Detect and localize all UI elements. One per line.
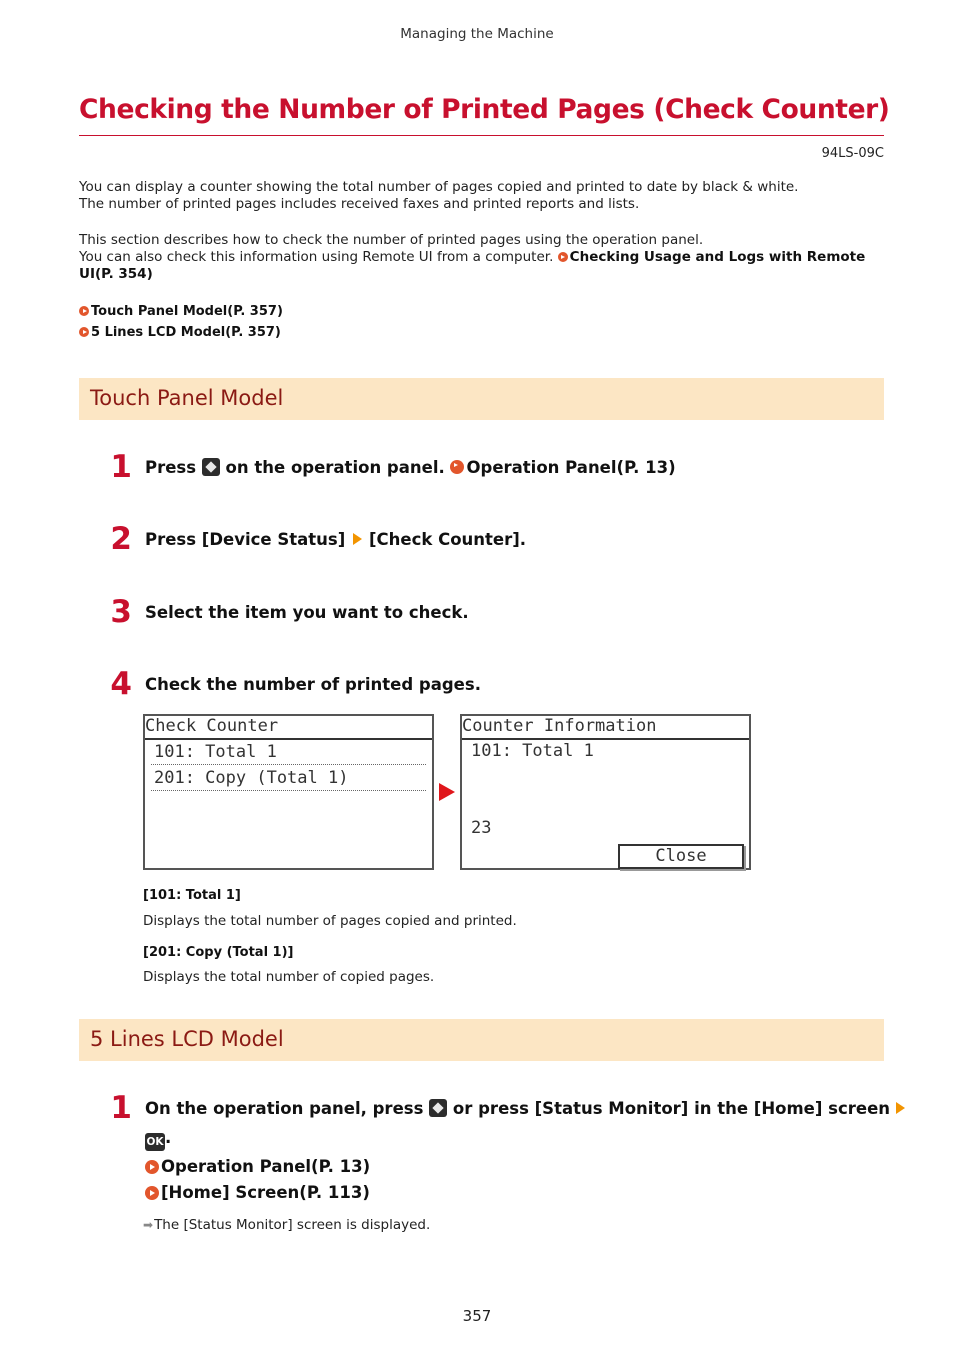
screen-title: Counter Information [462, 716, 749, 740]
step-number: 1 [110, 449, 132, 485]
title-divider [79, 135, 884, 136]
intro-line-2: The number of printed pages includes received faxes and printed reports and lists. [79, 196, 640, 212]
section-heading-text: 5 Lines LCD Model [90, 1027, 284, 1051]
remote-ui-link-text-2[interactable]: UI(P. 354) [79, 266, 153, 282]
item-desc-201: Displays the total number of copied pages. [143, 969, 435, 985]
toc-item-lcd[interactable] [79, 325, 281, 340]
ok-button-icon: OK [145, 1133, 165, 1151]
step-2-text [145, 530, 526, 549]
intro-line-3: This section describes how to check the number of printed pages using the operation panel. [79, 232, 704, 248]
link-arrow-icon [558, 252, 568, 262]
toc-item-label: 5 Lines LCD Model(P. 357) [91, 325, 281, 340]
counter-item-101[interactable]: 101: Total 1 [151, 740, 426, 765]
counter-value: 23 [471, 818, 492, 838]
link-arrow-icon [145, 1186, 159, 1200]
running-header: Managing the Machine [400, 26, 554, 42]
close-button[interactable]: Close [618, 844, 744, 869]
remote-ui-link-text: Checking Usage and Logs with Remote [569, 249, 866, 265]
step-number: 2 [110, 521, 132, 557]
step-text-part: . [165, 1128, 172, 1147]
step-number: 3 [110, 594, 132, 630]
operation-panel-link-text: Operation Panel(P. 13) [466, 458, 676, 477]
link-arrow-icon [450, 460, 464, 474]
home-screen-link[interactable] [145, 1183, 370, 1202]
lcd-step-1-text-cont [145, 1128, 171, 1151]
page-number: 357 [462, 1307, 492, 1325]
check-counter-screen [143, 714, 434, 870]
step-text-part: or press [Status Monitor] in the [Home] screen [447, 1099, 896, 1118]
step-3-text: Select the item you want to check. [145, 603, 469, 622]
intro-line-4 [79, 249, 879, 266]
step-text-part: [Check Counter]. [369, 530, 527, 549]
toc-item-touch-panel[interactable] [79, 304, 283, 319]
status-monitor-button-icon [202, 458, 220, 476]
next-arrow-icon [353, 533, 362, 545]
section-heading-lcd [79, 1019, 884, 1061]
step-number: 1 [110, 1090, 132, 1126]
intro-line-1: You can display a counter showing the total number of pages copied and printed to date by black & white. [79, 179, 799, 195]
operation-panel-link[interactable] [450, 458, 675, 477]
lcd-step-1-text [145, 1099, 912, 1118]
intro-paragraph-1 [79, 179, 879, 213]
section-heading-touch-panel [79, 378, 884, 420]
page-title: Checking the Number of Printed Pages (Check Counter) [79, 94, 890, 125]
link-arrow-icon [145, 1160, 159, 1174]
step-result-text: The [Status Monitor] screen is displayed. [154, 1217, 431, 1233]
toc-item-label: Touch Panel Model(P. 357) [91, 304, 283, 319]
counter-row: 101: Total 1 [471, 741, 594, 761]
status-monitor-button-icon [429, 1099, 447, 1117]
item-label-101: [101: Total 1] [143, 888, 241, 903]
step-result [143, 1217, 430, 1233]
step-text-part: Press [145, 458, 202, 477]
section-heading-text: Touch Panel Model [90, 386, 284, 410]
step-1-text [145, 458, 676, 477]
next-arrow-icon [896, 1102, 905, 1114]
remote-ui-link[interactable] [558, 249, 866, 265]
counter-information-screen [460, 714, 751, 870]
step-number: 4 [110, 666, 132, 702]
operation-panel-link-text: Operation Panel(P. 13) [161, 1157, 371, 1176]
operation-panel-link[interactable] [145, 1157, 370, 1176]
counter-item-201[interactable]: 201: Copy (Total 1) [151, 766, 426, 791]
step-text-part: On the operation panel, press [145, 1099, 430, 1118]
step-4-text: Check the number of printed pages. [145, 675, 481, 694]
link-arrow-icon [79, 327, 89, 337]
intro-line-4-text: You can also check this information using Remote UI from a computer. [79, 249, 558, 265]
result-arrow-icon: ➡ [143, 1218, 152, 1232]
screen-title: Check Counter [145, 716, 432, 740]
intro-paragraph-2 [79, 232, 879, 283]
step-text-part: on the operation panel. [219, 458, 451, 477]
step-text-part: Press [Device Status] [145, 530, 352, 549]
home-screen-link-text: [Home] Screen(P. 113) [161, 1183, 370, 1202]
link-arrow-icon [79, 306, 89, 316]
screen-transition-arrow [439, 783, 455, 801]
item-desc-101: Displays the total number of pages copied and printed. [143, 913, 517, 929]
item-label-201: [201: Copy (Total 1)] [143, 945, 294, 960]
document-code: 94LS-09C [821, 146, 884, 161]
